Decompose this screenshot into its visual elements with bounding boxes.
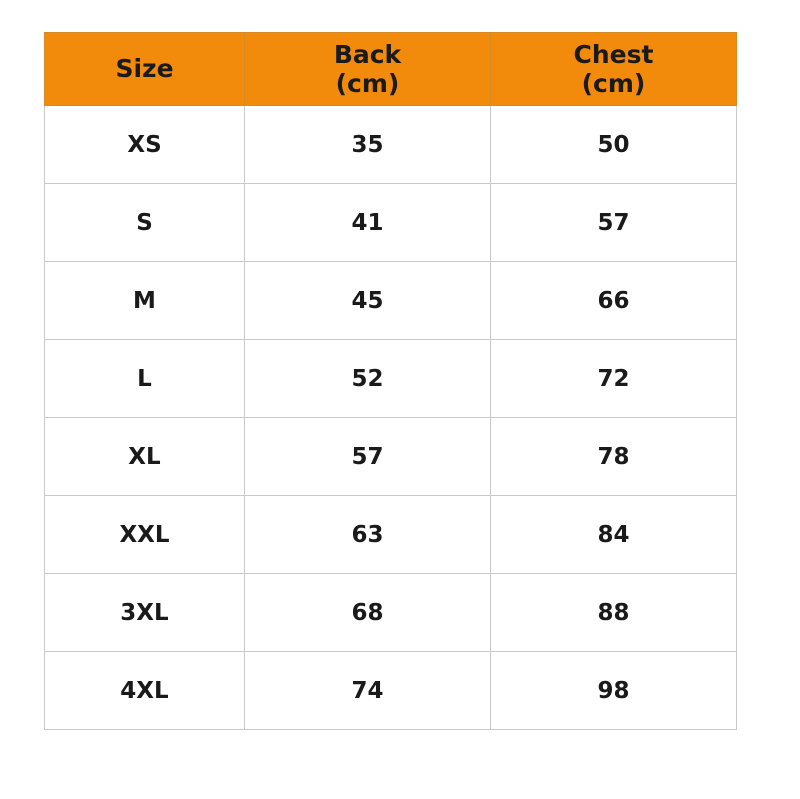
cell-back: 45	[245, 262, 491, 340]
cell-back: 68	[245, 574, 491, 652]
cell-size: XL	[45, 418, 245, 496]
column-header-chest-label: Chest	[573, 39, 654, 69]
table-row	[45, 184, 737, 262]
cell-chest: 50	[491, 106, 737, 184]
cell-size: 4XL	[45, 652, 245, 730]
cell-back: 52	[245, 340, 491, 418]
column-header-chest	[491, 33, 737, 106]
column-header-chest-unit: (cm)	[581, 69, 646, 98]
table-row	[45, 106, 737, 184]
cell-size: XXL	[45, 496, 245, 574]
cell-chest: 84	[491, 496, 737, 574]
table-header	[45, 33, 737, 106]
cell-back: 74	[245, 652, 491, 730]
column-header-size-label: Size	[115, 54, 174, 84]
cell-back: 35	[245, 106, 491, 184]
header-row	[45, 33, 737, 106]
table-row	[45, 340, 737, 418]
cell-back: 63	[245, 496, 491, 574]
table-body	[45, 106, 737, 730]
size-chart-container	[44, 32, 736, 730]
column-header-size	[45, 33, 245, 106]
cell-chest: 78	[491, 418, 737, 496]
cell-size: XS	[45, 106, 245, 184]
cell-chest: 57	[491, 184, 737, 262]
cell-size: 3XL	[45, 574, 245, 652]
column-header-back-unit: (cm)	[335, 69, 400, 98]
column-header-back-label: Back	[333, 39, 402, 69]
table-row	[45, 652, 737, 730]
size-chart-table	[44, 32, 737, 730]
table-row	[45, 574, 737, 652]
cell-chest: 88	[491, 574, 737, 652]
table-row	[45, 496, 737, 574]
cell-back: 41	[245, 184, 491, 262]
cell-size: S	[45, 184, 245, 262]
cell-size: L	[45, 340, 245, 418]
cell-chest: 66	[491, 262, 737, 340]
column-header-back	[245, 33, 491, 106]
cell-chest: 98	[491, 652, 737, 730]
cell-size: M	[45, 262, 245, 340]
table-row	[45, 262, 737, 340]
cell-chest: 72	[491, 340, 737, 418]
table-row	[45, 418, 737, 496]
cell-back: 57	[245, 418, 491, 496]
